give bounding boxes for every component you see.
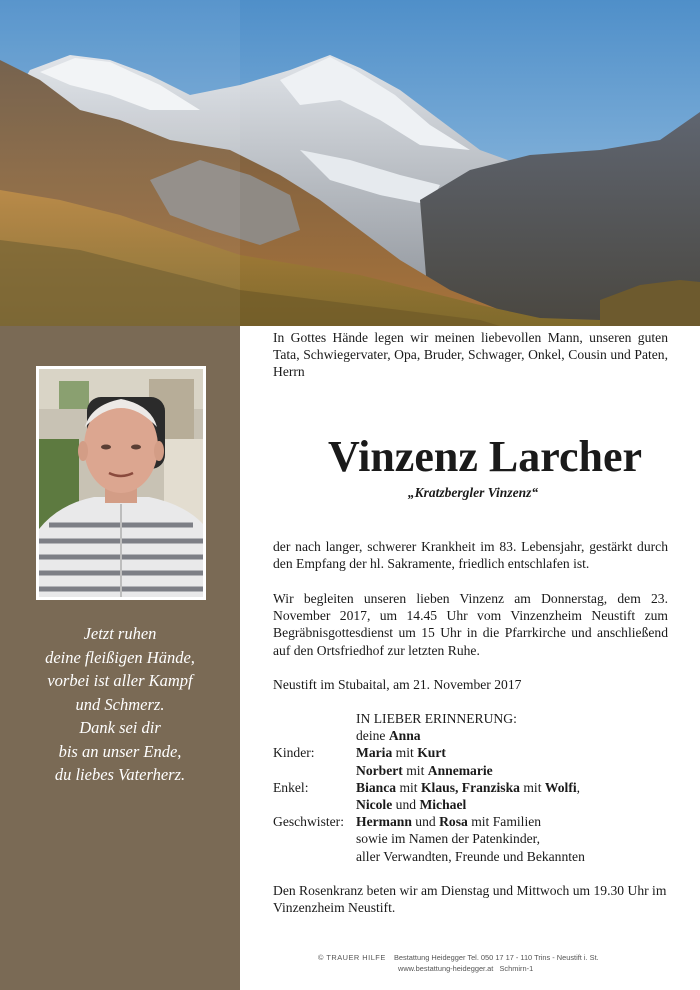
child-name: Norbert [356, 762, 403, 778]
poem-line: bis an unser Ende, [58, 741, 182, 761]
connector: mit [399, 779, 418, 795]
family-grandchildren-row [273, 796, 673, 813]
family-children-row [273, 762, 673, 779]
grandchild-partner: Wolfi [544, 779, 577, 795]
child-name: Maria [356, 745, 393, 761]
name-text: Vinzenz Larcher [327, 432, 643, 481]
connector: mit [523, 779, 542, 795]
wife-prefix: deine [356, 728, 386, 744]
wife-name: Anna [388, 728, 421, 744]
family-heading: IN LIEBER ERINNERUNG: [356, 711, 517, 726]
footer-line-2 [318, 963, 648, 974]
header-landscape-photo [0, 0, 700, 326]
family-heading-row [273, 710, 673, 727]
left-panel [0, 326, 240, 990]
poem-line: deine fleißigen Hände, [45, 647, 195, 667]
footer-line-1 [318, 952, 648, 963]
funeral-paragraph: Wir begleiten unseren lieben Vinzenz am Donnerstag, dem 23. November 2017, um 14.45 Uhr vom Vinzenzheim Neustift zum Begräbnisgottesdienst um 15 Uhr in die Pfarrkirche und anschließend auf den Ortsfriedhof zur letzten Ruhe. [273, 591, 668, 658]
place-date: Neustift im Stubaital, am 21. November 2017 [273, 677, 522, 692]
nickname: „Kratzbergler Vinzenz“ [407, 485, 539, 500]
grandchild-name: Michael [419, 797, 467, 813]
poem-line: vorbei ist aller Kampf [47, 671, 193, 690]
death-paragraph: der nach langer, schwerer Krankheit im 83. Lebensjahr, gestärkt durch den Empfang der hl. Sakramente, friedlich entschlafen ist. [273, 539, 668, 572]
connector: mit [406, 762, 425, 778]
child-partner: Annemarie [427, 762, 493, 778]
child-partner: Kurt [417, 745, 446, 761]
family-list [273, 710, 673, 865]
footer [318, 952, 648, 974]
footer-website: www.bestattung-heidegger.at [398, 964, 494, 973]
deceased-name [0, 431, 700, 483]
extra-line: aller Verwandten, Freunde und Bekannten [356, 848, 585, 864]
punctuation: , [576, 779, 581, 795]
rosary-paragraph: Den Rosenkranz beten wir am Dienstag und Mittwoch um 19.30 Uhr im Vinzenzheim Neustift. [273, 883, 667, 916]
footer-brand-logo: © TRAUER HILFE [318, 953, 386, 962]
family-extra-row [273, 830, 673, 847]
family-extra-row [273, 848, 673, 865]
grandchild-name: Nicole [356, 797, 393, 813]
connector: und [415, 814, 436, 830]
poem [0, 622, 240, 787]
connector: und [395, 797, 417, 813]
grandchild-name: Bianca [356, 779, 397, 795]
poem-line: Dank sei dir [79, 718, 161, 737]
intro-paragraph: In Gottes Hände legen wir meinen liebevollen Mann, unseren guten Tata, Schwiegervater, Opa, Bruder, Schwager, Onkel, Cousin und Paten, Herrn [273, 330, 668, 380]
grandchild-partner: Klaus, [420, 779, 459, 795]
footer-code: Schmirn-1 [499, 964, 534, 973]
family-grandchildren-row [273, 779, 673, 796]
grandchild-name: Franziska [461, 779, 520, 795]
sibling-name: Hermann [356, 814, 412, 830]
poem-line: und Schmerz. [75, 694, 165, 714]
grandchildren-label: Enkel: [273, 779, 309, 795]
portrait-image [39, 369, 203, 597]
family-siblings-row [273, 813, 673, 830]
extra-line: sowie im Namen der Patenkinder, [356, 831, 541, 847]
family-wife-row [273, 727, 673, 744]
connector: mit [395, 745, 414, 761]
sibling-suffix: mit Familien [471, 814, 542, 830]
poem-line: Jetzt ruhen [83, 624, 157, 643]
poem-line: du liebes Vaterherz. [54, 765, 186, 784]
siblings-label: Geschwister: [273, 814, 344, 830]
family-children-row [273, 744, 673, 761]
header-left-tint [0, 0, 240, 326]
children-label: Kinder: [273, 745, 315, 761]
sibling-name: Rosa [439, 814, 468, 830]
footer-company: Bestattung Heidegger Tel. 050 17 17 - 110 Trins - Neustift i. St. [393, 953, 599, 962]
portrait-photo [36, 366, 206, 600]
